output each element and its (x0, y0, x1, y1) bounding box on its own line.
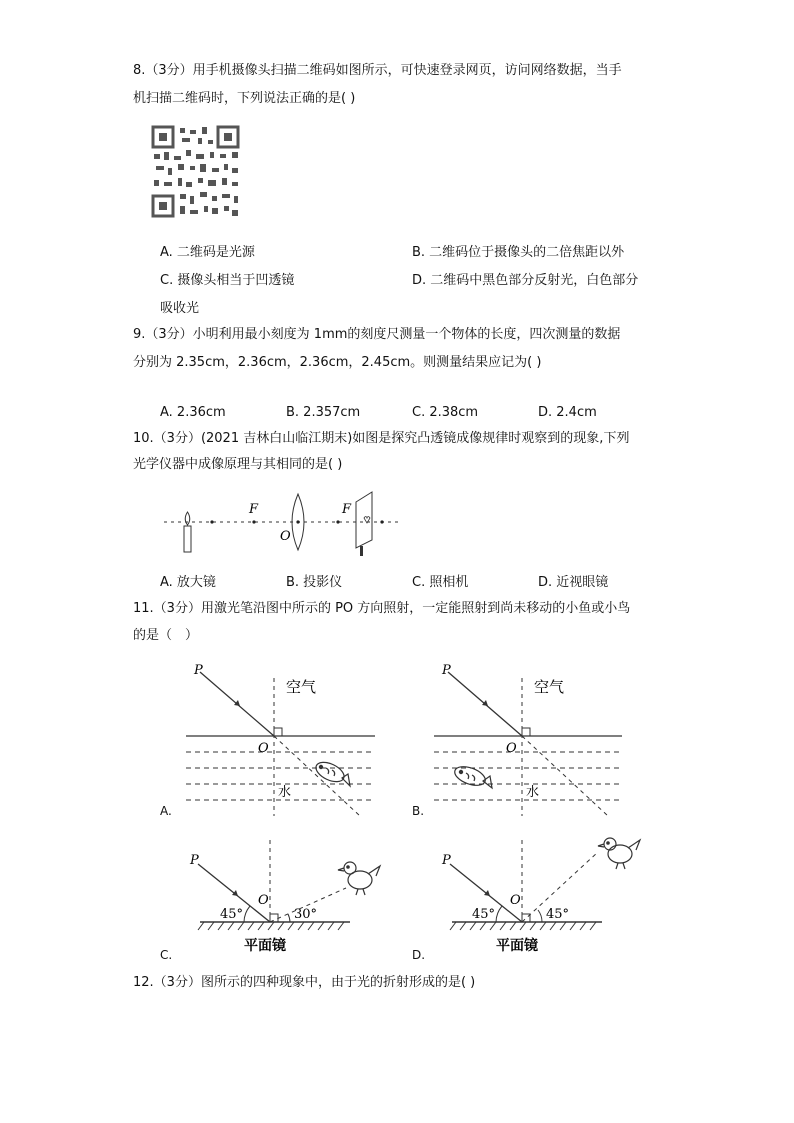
focus-label-left: F (249, 502, 259, 517)
mirror-label-d: 平面镜 (496, 938, 538, 954)
q9-option-c: C. 2.38cm (412, 405, 479, 420)
point-o-a: O (258, 741, 269, 756)
convex-lens-diagram (160, 488, 405, 560)
q11-figure-d (412, 830, 642, 960)
q11-stem-line1: 11.（3分）用激光笔沿图中所示的 PO 方向照射，一定能照射到尚未移动的小鱼或小鸟 (133, 601, 631, 616)
q11-figure-b (412, 660, 627, 820)
mirror-label-c: 平面镜 (244, 938, 286, 954)
q9-option-b: B. 2.357cm (286, 405, 361, 420)
angle-left-c: 45° (220, 907, 244, 922)
q11-label-c: C. (160, 948, 173, 962)
q10-option-d: D. 近视眼镜 (538, 575, 609, 590)
q10-option-c: C. 照相机 (412, 575, 469, 590)
point-p-a: P (194, 663, 203, 678)
q8-stem-line1: 8.（3分）用手机摄像头扫描二维码如图所示，可快速登录网页，访问网络数据，当手 (133, 63, 622, 78)
q10-option-b: B. 投影仪 (286, 575, 343, 590)
q11-figure-c (160, 830, 390, 960)
angle-left-d: 45° (472, 907, 496, 922)
point-o-c: O (258, 893, 269, 908)
air-label-a: 空气 (286, 678, 317, 696)
q9-stem-line1: 9.（3分）小明利用最小刻度为 1mm的刻度尺测量一个物体的长度，四次测量的数据 (133, 327, 621, 342)
q11-label-a: A. (160, 804, 172, 818)
point-o-b: O (506, 741, 517, 756)
q9-option-d: D. 2.4cm (538, 405, 597, 420)
q8-option-d-cont: 吸收光 (160, 301, 200, 316)
focus-label-right: F (342, 502, 352, 517)
optical-center-label: O (280, 529, 291, 544)
q11-label-b: B. (412, 804, 425, 818)
q8-option-c: C. 摄像头相当于凹透镜 (160, 273, 295, 288)
water-label-a: 水 (278, 785, 292, 800)
q11-label-d: D. (412, 948, 426, 962)
angle-right-d: 45° (546, 907, 570, 922)
qr-code-image (150, 124, 242, 220)
q11-figure-a (160, 660, 375, 820)
point-p-c: P (190, 853, 199, 868)
point-p-d: P (442, 853, 451, 868)
angle-right-c: 30° (294, 907, 318, 922)
q8-option-a: A. 二维码是光源 (160, 245, 255, 260)
q10-stem-line2: 光学仪器中成像原理与其相同的是( ) (133, 457, 343, 472)
q8-option-d: D. 二维码中黑色部分反射光，白色部分 (412, 273, 639, 288)
q12-stem-line1: 12.（3分）图所示的四种现象中，由于光的折射形成的是( ) (133, 975, 476, 990)
q9-stem-line2: 分别为 2.35cm，2.36cm，2.36cm，2.45cm。则测量结果应记为( ) (133, 355, 542, 370)
q9-option-a: A. 2.36cm (160, 405, 226, 420)
point-p-b: P (442, 663, 451, 678)
q11-stem-line2: 的是（ ） (133, 628, 199, 643)
q10-stem-line1: 10.（3分）(2021 吉林白山临江期末)如图是探究凸透镜成像规律时观察到的现象,下列 (133, 431, 630, 446)
q10-option-a: A. 放大镜 (160, 575, 216, 590)
air-label-b: 空气 (534, 678, 565, 696)
point-o-d: O (510, 893, 521, 908)
water-label-b: 水 (526, 785, 540, 800)
q8-stem-line2: 机扫描二维码时，下列说法正确的是( ) (133, 91, 356, 106)
q8-option-b: B. 二维码位于摄像头的二倍焦距以外 (412, 245, 625, 260)
